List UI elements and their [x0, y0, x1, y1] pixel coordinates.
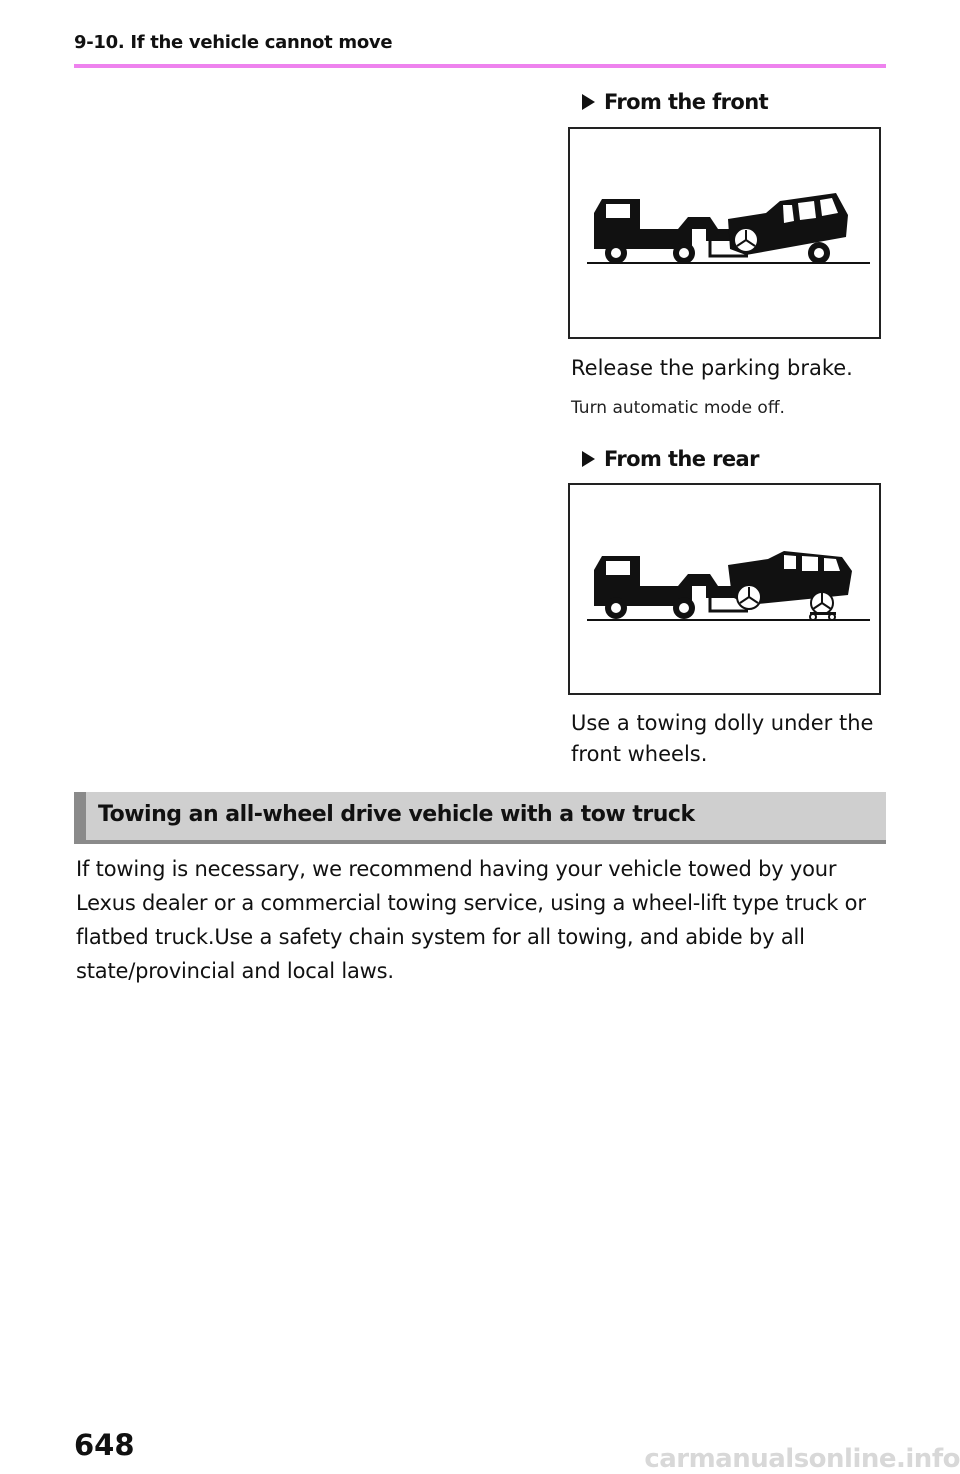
rear-instruction	[571, 708, 873, 770]
rear-instruction-line: front wheels.	[571, 742, 708, 766]
section-heading-bar	[74, 792, 886, 844]
front-instruction: Release the parking brake.	[571, 356, 853, 380]
section-breadcrumb: 9-10. If the vehicle cannot move	[74, 32, 393, 53]
front-subheading-label: From the front	[604, 90, 769, 114]
rear-subheading	[582, 447, 759, 471]
header-divider	[74, 64, 886, 68]
page-number: 648	[74, 1428, 135, 1462]
front-subheading	[582, 90, 768, 114]
section-heading-accent	[74, 792, 86, 840]
footer-watermark: carmanualsonline.info	[644, 1444, 960, 1474]
rear-subheading-label: From the rear	[604, 447, 759, 471]
tow-truck-rear-dolly-icon	[570, 485, 883, 697]
tow-truck-front-icon	[570, 129, 883, 341]
triangle-bullet-icon	[582, 94, 595, 110]
tow-rear-figure	[568, 483, 881, 695]
front-note: Turn automatic mode off.	[571, 398, 785, 418]
section-paragraph: If towing is necessary, we recommend having your vehicle towed by your Lexus dealer or a commercial towing service, using a wheel-lift type truck or flatbed truck.Use a safety chain system for all towing, and abide by all state/provincial and local laws.	[76, 857, 866, 983]
section-heading-title: Towing an all-wheel drive vehicle with a tow truck	[98, 802, 695, 827]
triangle-bullet-icon	[582, 451, 595, 467]
tow-front-figure	[568, 127, 881, 339]
rear-instruction-line: Use a towing dolly under the	[571, 711, 874, 735]
